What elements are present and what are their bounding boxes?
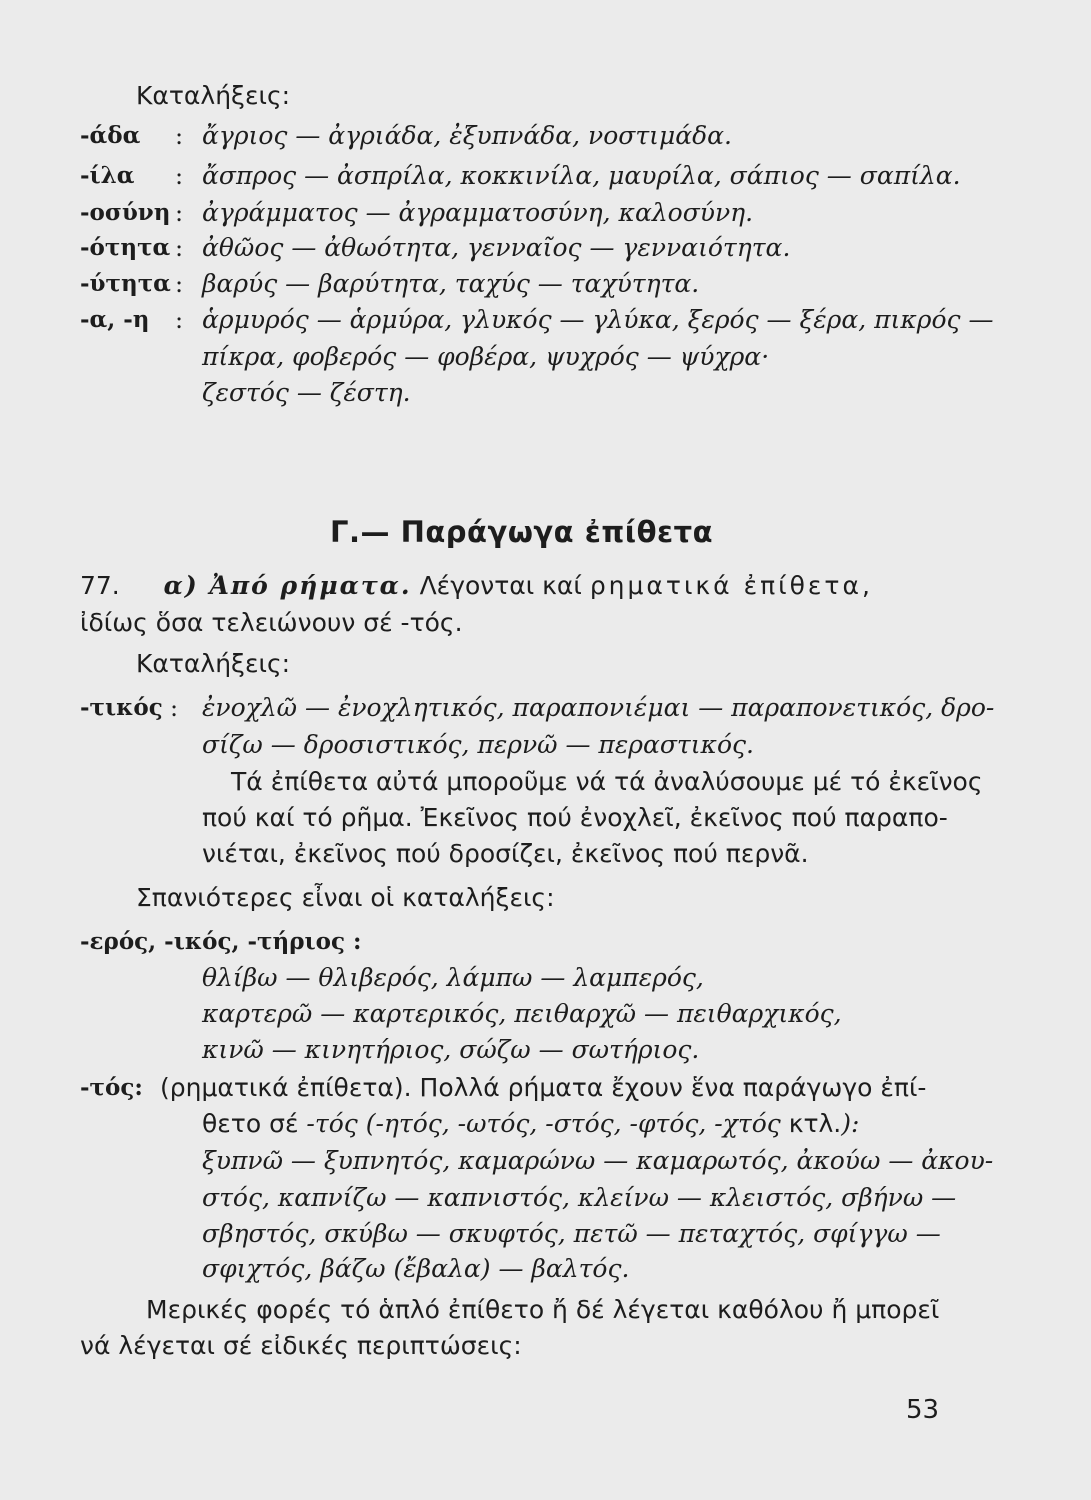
explain-line-1: Τά ἐπίθετα αὐτά μποροῦμε νά τά ἀναλύσουμε μέ τό ἐκεῖνος [231,767,983,796]
example-a-i: ἁρμυρός — ἁρμύρα, γλυκός — γλύκα, ξερός — ξέρα, πικρός — [202,305,994,334]
paragraph-77 [80,570,873,602]
suffix-a-i: -α, -η [80,306,150,333]
colon: : [175,199,184,227]
tos-line-2-d: ): [841,1109,860,1138]
suffix-ada: -άδα [80,122,141,149]
tos-line-2-c: κτλ. [788,1109,842,1138]
colon: : [175,270,184,298]
tikos-example-1: ἐνοχλῶ — ἐνοχλητικός, παραπονιέμαι — παραπονετικός, δρο- [202,693,995,722]
example-osyni: ἀγράμματος — ἀγραμματοσύνη, καλοσύνη. [202,198,754,227]
suffix-osyni: -οσύνη [80,199,171,226]
subsection-label: α) Ἀπό ρήματα. [163,571,412,600]
closing-line-2: νά λέγεται σέ εἰδικές περιπτώσεις: [80,1331,522,1360]
para77-text: Λέγονται καί [419,571,582,600]
suffix-otita: -ότητα [80,234,171,261]
para77-spaced-term: ρηματικά ἐπίθετα, [589,571,873,600]
tos-line-2-b: -τός (-ητός, -ωτός, -στός, -φτός, -χτός [306,1109,781,1138]
suffix-tos: -τός: [80,1074,143,1101]
suffix-eros-ikos-tirios: -ερός, -ικός, -τήριος : [80,928,362,955]
tikos-example-2: σίζω — δροσιστικός, περνῶ — περαστικός. [202,730,754,759]
colon: : [175,162,184,190]
tos-line-2-a: θετο σέ [202,1109,299,1138]
paragraph-number: 77. [80,571,120,600]
explain-line-2: πού καί τό ρῆμα. Ἐκεῖνος πού ἐνοχλεῖ, ἐκεῖνος πού παραπο- [202,803,948,832]
colon: : [175,122,184,150]
tos-line-2 [202,1108,859,1140]
rare-example-1: θλίβω — θλιβερός, λάμπω — λαμπερός, [202,963,704,992]
rarer-endings-intro: Σπανιότερες εἶναι οἱ καταλήξεις: [136,883,555,912]
page-number: 53 [906,1395,940,1425]
tos-example-2: στός, καπνίζω — καπνιστός, κλείνω — κλειστός, σβήνω — [202,1183,957,1212]
suffix-ila: -ίλα [80,162,135,189]
example-ytita: βαρύς — βαρύτητα, ταχύς — ταχύτητα. [202,269,700,298]
tos-line-1: (ρηματικά ἐπίθετα). Πολλά ρήματα ἔχουν ἕνα παράγωγο ἐπί- [160,1073,927,1102]
example-ila: ἄσπρος — ἀσπρίλα, κοκκινίλα, μαυρίλα, σάπιος — σαπίλα. [202,161,961,190]
suffix-tikos: -τικός [80,694,163,721]
example-ada: ἄγριος — ἀγριάδα, ἐξυπνάδα, νοστιμάδα. [202,121,732,150]
example-otita: ἀθῶος — ἀθωότητα, γενναῖος — γενναιότητα. [202,233,791,262]
rare-example-2: καρτερῶ — καρτερικός, πειθαρχῶ — πειθαρχικός, [202,999,842,1028]
tos-example-3: σβηστός, σκύβω — σκυφτός, πετῶ — πεταχτός, σφίγγω — [202,1219,941,1248]
tos-example-1: ξυπνῶ — ξυπνητός, καμαρώνω — καμαρωτός, ἀκούω — ἀκου- [202,1146,994,1175]
colon: : [175,306,184,334]
example-a-i-cont-1: πίκρα, φοβερός — φοβέρα, ψυχρός — ψύχρα· [202,342,770,371]
example-a-i-cont-2: ζεστός — ζέστη. [202,378,411,407]
endings-intro-2: Καταλήξεις: [136,649,291,678]
explain-line-3: νιέται, ἐκεῖνος πού δροσίζει, ἐκεῖνος πού περνᾶ. [202,839,809,868]
endings-intro: Καταλήξεις: [136,81,291,110]
tos-example-4: σφιχτός, βάζω (ἔβαλα) — βαλτός. [202,1254,630,1283]
para77-line-2: ἰδίως ὅσα τελειώνουν σέ -τός. [80,608,463,637]
suffix-ytita: -ύτητα [80,270,171,297]
closing-line-1: Μερικές φορές τό ἁπλό ἐπίθετο ἤ δέ λέγεται καθόλου ἤ μπορεῖ [146,1295,940,1324]
section-heading: Γ.— Παράγωγα ἐπίθετα [330,515,714,549]
colon: : [170,694,179,722]
rare-example-3: κινῶ — κινητήριος, σώζω — σωτήριος. [202,1035,700,1064]
colon: : [175,234,184,262]
